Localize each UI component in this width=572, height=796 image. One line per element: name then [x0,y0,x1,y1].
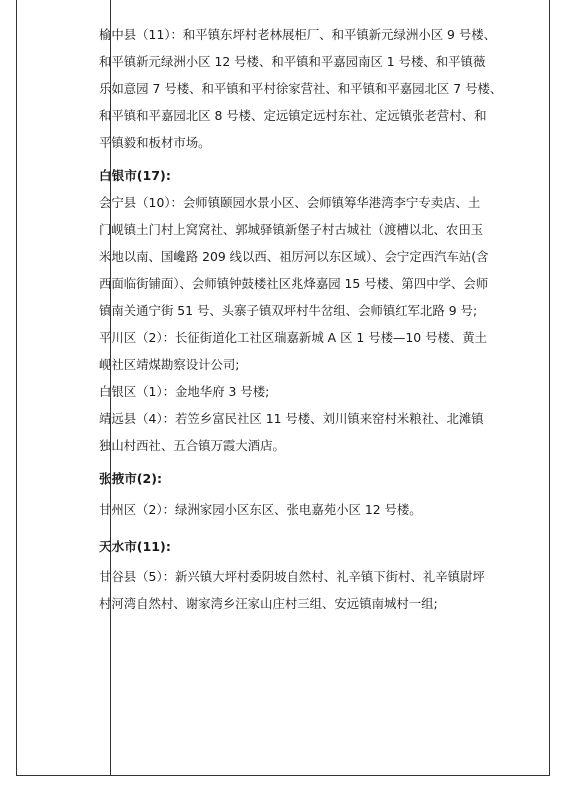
city-heading-baiyin: 白银市(17): [99,168,171,183]
text-line: 独山村西社、五合镇万霞大酒店。 [99,438,285,453]
text-line: 甘州区（2）：绿洲家园小区东区、张电嘉苑小区 12 号楼。 [99,502,422,517]
text-line: 白银区（1）：金地华府 3 号楼; [99,384,270,399]
text-line: 门岘镇土门村上窝窝社、郭城驿镇新堡子村古城社（渡槽以北、农田玉 [99,222,484,237]
text-line: 村河湾自然村、谢家湾乡汪家山庄村三组、安远镇南城村一组; [99,596,438,611]
text-line: 平川区（2）：长征街道化工社区瑞嘉新城 A 区 1 号楼—10 号楼、黄土 [99,330,488,345]
text-line: 和平镇新元绿洲小区 12 号楼、和平镇和平嘉园南区 1 号楼、和平镇薇 [99,54,486,69]
text-line: 平镇毅和板材市场。 [99,135,211,150]
text-line: 榆中县（11）：和平镇东坪村老林展柜厂、和平镇新元绿洲小区 9 号楼、 [99,27,497,42]
text-line: 靖远县（4）：若笠乡富民社区 11 号楼、刘川镇来窑村米粮社、北滩镇 [99,411,484,426]
text-line: 岘社区靖煤勘察设计公司; [99,357,240,372]
city-heading-zhangye: 张掖市(2): [99,471,163,486]
text-line: 西面临街铺面）、会师镇钟鼓楼社区兆烽嘉园 15 号楼、第四中学、会师 [99,276,489,291]
table-content-cell [99,24,529,620]
text-line: 米地以南、国巉路 209 线以西、祖厉河以东区域）、会宁定西汽车站(含 [99,249,489,264]
text-line: 乐如意园 7 号楼、和平镇和平村徐家营社、和平镇和平嘉园北区 7 号楼、 [99,81,503,96]
text-line: 会宁县（10）：会师镇颐园水景小区、会师镇筹华港湾李宁专卖店、土 [99,195,481,210]
text-line: 甘谷县（5）：新兴镇大坪村委阴坡自然村、礼辛镇下街村、礼辛镇尉坪 [99,569,485,584]
city-heading-tianshui: 天水市(11): [99,539,171,554]
text-line: 镇南关通宁街 51 号、头寨子镇双坪村牛岔组、会师镇红军北路 9 号; [99,303,478,318]
text-line: 和平镇和平嘉园北区 8 号楼、定远镇定远村东社、定远镇张老营村、和 [99,108,487,123]
